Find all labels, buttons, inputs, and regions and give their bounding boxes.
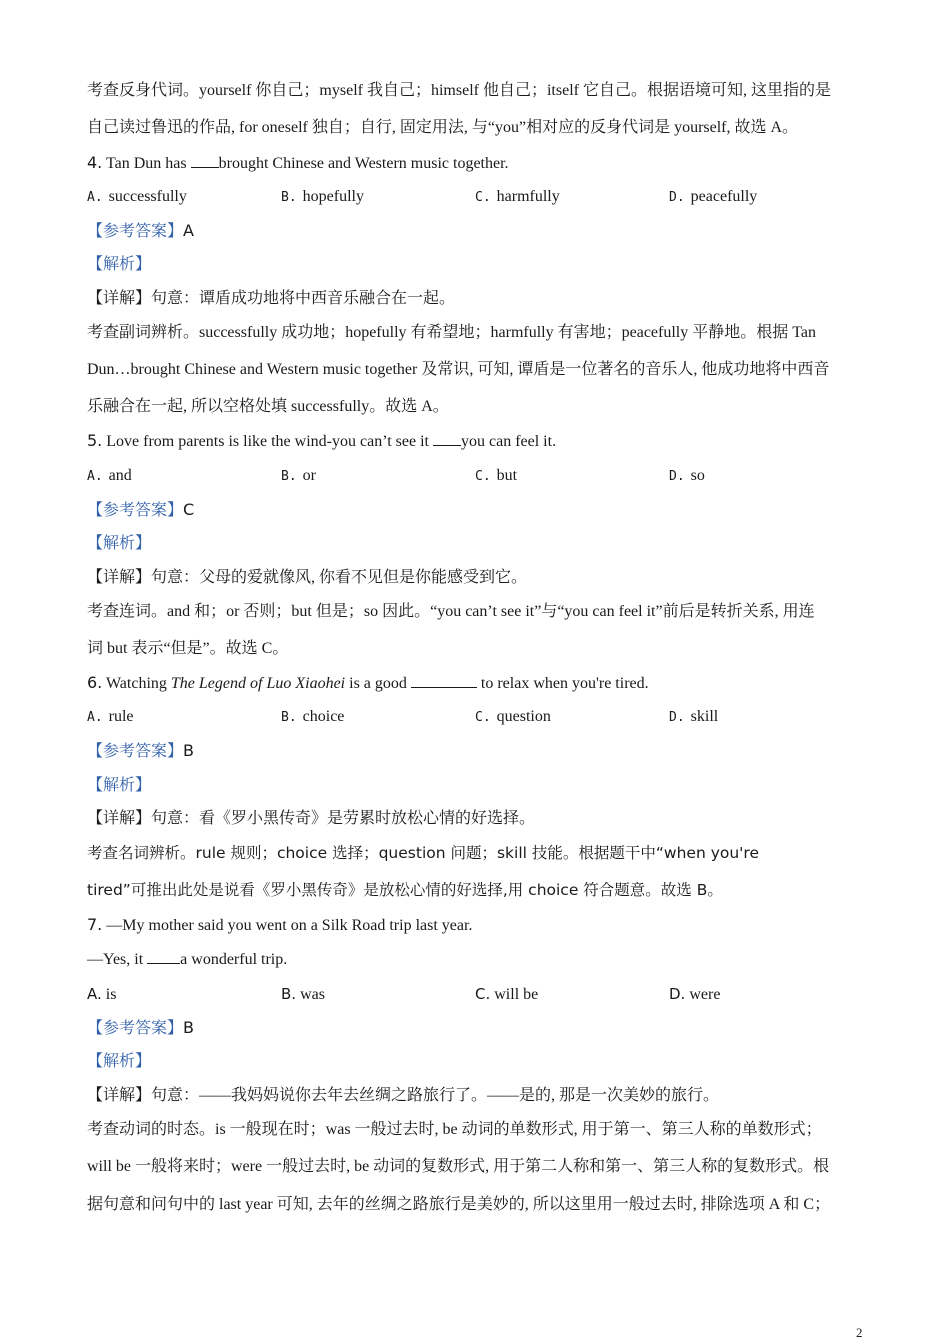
answer-value: B <box>183 1018 194 1037</box>
detail-meaning: 【详解】句意：谭盾成功地将中西音乐融合在一起。 <box>87 290 456 307</box>
options-row <box>87 466 867 486</box>
answer-value: C <box>183 500 195 519</box>
answer-blank <box>433 431 461 446</box>
detail-meaning: 【详解】句意：看《罗小黑传奇》是劳累时放松心情的好选择。 <box>87 810 536 827</box>
question-6: 6. Watching The Legend of Luo Xiaohei is a good to relax when you're tired. <box>87 673 649 692</box>
question-number: 4. <box>87 153 103 172</box>
analysis-label: 【解析】 <box>87 535 152 552</box>
question-number: 7. <box>87 915 103 934</box>
option-d: D. were <box>669 985 721 1003</box>
question-text-before: Love from parents is like the wind-you can’t see it <box>106 433 433 450</box>
option-a: A. is <box>87 985 117 1003</box>
explanation-line: 考查反身代词。yourself 你自己；myself 我自己；himself 他自己；itself 它自己。根据语境可知, 这里指的是 <box>87 82 831 99</box>
options-row <box>87 187 867 207</box>
option-c: C. question <box>475 708 551 725</box>
analysis-label: 【解析】 <box>87 1053 152 1070</box>
question-4 <box>87 153 867 174</box>
option-b: B. hopefully <box>281 188 364 205</box>
option-a: A. rule <box>87 708 134 725</box>
explanation-line: tired”可推出此处是说看《罗小黑传奇》是放松心情的好选择,用 choice 符合题意。故选 B。 <box>87 881 723 899</box>
answer-value: A <box>183 221 194 240</box>
reference-answer: 【参考答案】C <box>87 500 195 519</box>
answer-blank <box>147 949 180 964</box>
analysis-label: 【解析】 <box>87 777 152 794</box>
question-number: 5. <box>87 431 103 450</box>
explanation-line: 考查副词辨析。successfully 成功地；hopefully 有希望地；harmfully 有害地；peacefully 平静地。根据 Tan <box>87 324 817 341</box>
question-text-after: you can feel it. <box>461 433 557 450</box>
detail-meaning: 【详解】句意：——我妈妈说你去年去丝绸之路旅行了。——是的, 那是一次美妙的旅行。 <box>87 1087 720 1104</box>
options-row <box>87 707 867 727</box>
option-b: B. or <box>281 467 316 484</box>
answer-blank <box>191 153 219 168</box>
question-text-before: Tan Dun has <box>105 155 191 172</box>
option-d: D. peacefully <box>669 188 758 205</box>
explanation-line: 据句意和问句中的 last year 可知, 去年的丝绸之路旅行是美妙的, 所以这里用一般过去时, 排除选项 A 和 C； <box>87 1196 831 1213</box>
explanation-line: 乐融合在一起, 所以空格处填 successfully。故选 A。 <box>87 398 449 415</box>
option-a: A. and <box>87 467 132 484</box>
explanation-line: 考查动词的时态。is 一般现在时；was 一般过去时, be 动词的单数形式, 用于第一、第三人称的单数形式； <box>87 1121 822 1138</box>
option-b: B. choice <box>281 708 345 725</box>
reference-answer: 【参考答案】A <box>87 221 194 240</box>
explanation-line: will be 一般将来时；were 一般过去时, be 动词的复数形式, 用于第二人称和第一、第三人称的复数形式。根 <box>87 1158 830 1175</box>
option-c: C. but <box>475 467 518 484</box>
explanation-line: 考查名词辨析。rule 规则；choice 选择；question 问题；skill 技能。根据题干中“when you're <box>87 844 760 862</box>
reference-answer: 【参考答案】B <box>87 1018 194 1037</box>
question-7-reply: —Yes, it a wonderful trip. <box>87 951 288 968</box>
book-title: The Legend of Luo Xiaohei <box>170 675 346 692</box>
option-d: D. so <box>669 467 705 484</box>
analysis-label: 【解析】 <box>87 256 152 273</box>
option-d: D. skill <box>669 708 719 725</box>
reference-answer: 【参考答案】B <box>87 741 194 760</box>
explanation-line: 词 but 表示“但是”。故选 C。 <box>87 640 289 657</box>
option-c: C. harmfully <box>475 188 560 205</box>
answer-value: B <box>183 741 194 760</box>
answer-blank <box>411 673 477 688</box>
options-row <box>87 984 867 1004</box>
explanation-line: Dun…brought Chinese and Western music together 及常识, 可知, 谭盾是一位著名的音乐人, 他成功地将中西音 <box>87 361 830 378</box>
question-7: 7. —My mother said you went on a Silk Road trip last year. <box>87 915 473 934</box>
question-text-after: brought Chinese and Western music together. <box>218 155 509 172</box>
option-b: B. was <box>281 985 325 1003</box>
explanation-line: 考查连词。and 和；or 否则；but 但是；so 因此。“you can’t see it”与“you can feel it”前后是转折关系, 用连 <box>87 603 815 620</box>
detail-meaning: 【详解】句意：父母的爱就像风, 你看不见但是你能感受到它。 <box>87 569 528 586</box>
question-number: 6. <box>87 673 103 692</box>
explanation-line: 自己读过鲁迅的作品, for oneself 独自；自行, 固定用法, 与“you”相对应的反身代词是 yourself, 故选 A。 <box>87 119 799 136</box>
option-a: A. successfully <box>87 188 187 205</box>
option-c: C. will be <box>475 985 539 1003</box>
page-number: 2 <box>856 1325 863 1340</box>
question-5 <box>87 431 867 452</box>
